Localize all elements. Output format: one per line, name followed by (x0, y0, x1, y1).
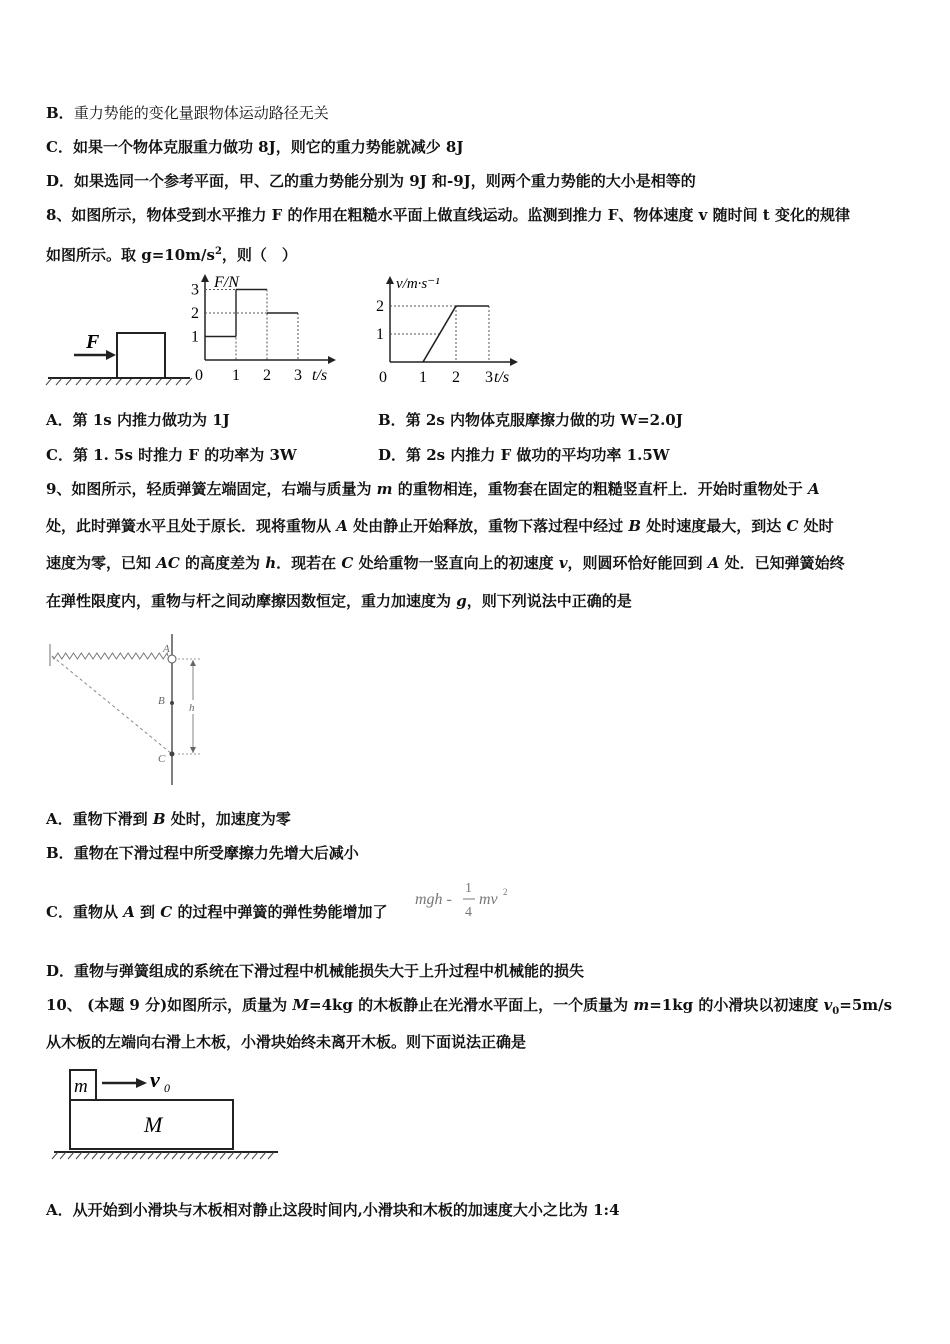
q9-stem-line3 (46, 553, 845, 573)
q8-option-a (46, 410, 230, 430)
q8-force-time-graph (188, 272, 338, 387)
stem-text: =5m/s (839, 996, 893, 1014)
q9-option-a (46, 809, 291, 829)
q9-optc-formula (413, 876, 523, 924)
superscript: 2 (214, 246, 222, 257)
var-g: g (456, 592, 467, 610)
origin-label: 0 (379, 369, 387, 386)
var-M: M (292, 996, 310, 1014)
ground-hatch-line (100, 1152, 106, 1159)
label-v: v (150, 1067, 160, 1092)
ground-hatch-line (204, 1152, 210, 1159)
option-text: 重物下滑到 (72, 810, 153, 828)
label-B: B (158, 695, 165, 707)
y-tick-label: 1 (191, 328, 199, 346)
var-v: v (823, 996, 833, 1014)
option-label: D． (46, 962, 75, 980)
ground-hatch-line (148, 1152, 154, 1159)
q8-option-b (378, 410, 683, 430)
q9-option-d (46, 961, 584, 981)
label-v-subscript: 0 (164, 1081, 170, 1095)
var-m: m (633, 996, 650, 1014)
option-label: C． (46, 138, 73, 156)
q8-option-c (46, 445, 297, 465)
ground-hatch-line (116, 1152, 122, 1159)
stem-text: 处，此时弹簧水平且处于原长．现将重物从 (46, 517, 337, 535)
option-label: C． (46, 903, 73, 921)
option-text: 到 (134, 903, 161, 921)
y-tick-label: 2 (376, 298, 384, 315)
option-text: 第 2s 内推力 F 做功的平均功率 1.5W (406, 446, 670, 464)
q8-option-d (378, 445, 670, 465)
option-text: 重物从 (72, 903, 124, 921)
formula-superscript: 2 (503, 887, 508, 897)
ground-hatch-line (132, 1152, 138, 1159)
option-text: 重物与弹簧组成的系统在下滑过程中机械能损失大于上升过程中机械能的损失 (74, 962, 585, 980)
fraction-denominator: 4 (465, 905, 472, 920)
var-A: A (336, 517, 348, 535)
q9-option-b (46, 843, 359, 863)
option-text: 如果一个物体克服重力做功 8J，则它的重力势能就减少 8J (72, 138, 464, 156)
stem-text: =4kg 的木板静止在光滑水平面上，一个质量为 (309, 996, 634, 1014)
ground-hatch-line (52, 1152, 58, 1159)
q7-option-d (46, 171, 696, 191)
x-axis-label: t/s (312, 367, 328, 384)
option-label: A． (46, 810, 73, 828)
ground-hatch-line (84, 1152, 90, 1159)
option-label: C． (46, 446, 73, 464)
option-label: B． (46, 844, 74, 862)
var-C: C (786, 517, 799, 535)
option-text: 重力势能的变化量跟物体运动路径无关 (73, 104, 329, 122)
ground-hatch-line (268, 1152, 274, 1159)
ground-hatch-line (188, 1152, 194, 1159)
stem-text: ，则圆环恰好能回到 (567, 554, 708, 572)
ground-hatch-line (68, 1152, 74, 1159)
var-A: A (808, 480, 820, 498)
q8-block-figure (44, 328, 194, 388)
var-B: B (152, 810, 166, 828)
ring-at-A (168, 655, 176, 663)
ground-hatch-line (212, 1152, 218, 1159)
label-C: C (158, 753, 166, 765)
ground-hatch-line (124, 1152, 130, 1159)
option-text: 第 2s 内物体克服摩擦力做的功 W=2.0J (405, 411, 683, 429)
option-label: B． (46, 104, 74, 122)
formula-left: mgh - (415, 891, 452, 908)
q9-stem-line1 (46, 479, 820, 499)
q9-stem-line4 (46, 591, 632, 611)
var-h: h (265, 554, 277, 572)
ground-hatch-line (252, 1152, 258, 1159)
ground-hatch-line (92, 1152, 98, 1159)
x-tick-label: 2 (452, 369, 460, 386)
stem-text: 处．已知弹簧始终 (719, 554, 845, 572)
stem-text: 处给重物一竖直向上的初速度 (353, 554, 559, 572)
ground-hatch-line (140, 1152, 146, 1159)
stem-text: 10、 (本题 9 分)如图所示，质量为 (46, 996, 293, 1014)
stem-text: ，则（ ） (221, 246, 297, 264)
var-A: A (123, 903, 135, 921)
stretched-spring-line (52, 656, 172, 754)
option-label: A． (46, 411, 73, 429)
option-text: 第 1. 5s 时推力 F 的功率为 3W (72, 446, 297, 464)
q10-board-figure (50, 1062, 282, 1167)
ground-hatch-line (108, 1152, 114, 1159)
stem-text: 9、如图所示，轻质弹簧左端固定，右端与质量为 (46, 480, 377, 498)
option-label: D． (46, 172, 75, 190)
var-m: m (376, 480, 393, 498)
ground-hatch-line (236, 1152, 242, 1159)
stem-text: 处时速度最大，到达 (641, 517, 787, 535)
q9-option-c (46, 902, 387, 922)
subscript: 0 (832, 1006, 840, 1017)
x-tick-label: 3 (485, 369, 493, 386)
ground-hatch-line (164, 1152, 170, 1159)
q10-option-a (46, 1200, 620, 1220)
ground-hatch-line (196, 1152, 202, 1159)
q8-stem-line2 (46, 242, 297, 265)
stem-text: 处时 (798, 517, 834, 535)
stem-text: 的高度差为 (179, 554, 266, 572)
var-A: A (707, 554, 720, 572)
y-tick-label: 3 (191, 281, 199, 299)
y-tick-label: 1 (376, 326, 384, 343)
fraction-numerator: 1 (465, 881, 472, 896)
force-label: F (86, 331, 100, 353)
x-axis-label: t/s (494, 369, 510, 386)
option-label: A． (46, 1201, 73, 1219)
y-axis-label: v/m·s⁻¹ (396, 276, 440, 292)
option-text: 重物在下滑过程中所受摩擦力先增大后减小 (73, 844, 359, 862)
q7-option-b (46, 103, 329, 123)
label-m: m (74, 1076, 88, 1097)
point-C (170, 752, 175, 757)
q9-stem-line2 (46, 516, 834, 536)
x-tick-label: 1 (419, 369, 427, 386)
ground-hatch-line (260, 1152, 266, 1159)
var-AC: AC (156, 554, 180, 572)
ground-hatch-line (220, 1152, 226, 1159)
formula-right: mv (479, 891, 498, 908)
x-tick-label: 3 (294, 367, 302, 384)
stem-text: ，则下列说法中正确的是 (466, 592, 632, 610)
var-v: v (558, 554, 568, 572)
ground-hatch-line (228, 1152, 234, 1159)
stem-text: 处由静止开始释放，重物下落过程中经过 (347, 517, 629, 535)
q9-spring-rod-figure (44, 630, 214, 790)
label-h: h (189, 702, 195, 714)
y-axis-label: F/N (214, 274, 239, 291)
point-B (170, 701, 174, 705)
q10-stem-line1 (46, 995, 892, 1022)
q7-option-c (46, 137, 463, 157)
label-M: M (144, 1112, 163, 1137)
x-tick-label: 1 (232, 367, 240, 384)
ground-hatch-line (244, 1152, 250, 1159)
option-label: B． (378, 411, 406, 429)
x-tick-label: 2 (263, 367, 271, 384)
option-text: 处时，加速度为零 (165, 810, 291, 828)
spring (52, 653, 168, 659)
var-C: C (160, 903, 173, 921)
ground-hatch-line (76, 1152, 82, 1159)
stem-text: ．现若在 (276, 554, 342, 572)
ground-hatch-line (60, 1152, 66, 1159)
var-B: B (628, 517, 642, 535)
ground-hatch-line (180, 1152, 186, 1159)
option-text: 的过程中弹簧的弹性势能增加了 (172, 903, 388, 921)
option-text: 第 1s 内推力做功为 1J (72, 411, 230, 429)
stem-text: 的重物相连，重物套在固定的粗糙竖直杆上．开始时重物处于 (392, 480, 808, 498)
option-text: 从开始到小滑块与木板相对静止这段时间内,小滑块和木板的加速度大小之比为 1:4 (72, 1201, 620, 1219)
var-C: C (341, 554, 354, 572)
q8-stem-line1: 8、如图所示，物体受到水平推力 F 的作用在粗糙水平面上做直线运动。监测到推力 F、物体速度 v 随时间 t 变化的规律 (46, 206, 850, 224)
q10-stem-line2: 从木板的左端向右滑上木板，小滑块始终未离开木板。则下面说法正确是 (46, 1033, 527, 1051)
stem-text: 速度为零，已知 (46, 554, 157, 572)
option-label: D． (378, 446, 407, 464)
label-A: A (163, 643, 170, 655)
origin-label: 0 (195, 367, 203, 384)
q8-velocity-time-graph (372, 272, 527, 387)
stem-text: 在弹性限度内，重物与杆之间动摩擦因数恒定，重力加速度为 (46, 592, 457, 610)
stem-text: =1kg 的小滑块以初速度 (649, 996, 824, 1014)
ground-hatch-line (172, 1152, 178, 1159)
y-tick-label: 2 (191, 305, 199, 322)
ground-hatch-line (156, 1152, 162, 1159)
stem-text: 如图所示。取 g=10m/s (46, 246, 215, 264)
option-text: 如果选同一个参考平面，甲、乙的重力势能分别为 9J 和-9J，则两个重力势能的大小是相等的 (74, 172, 696, 190)
